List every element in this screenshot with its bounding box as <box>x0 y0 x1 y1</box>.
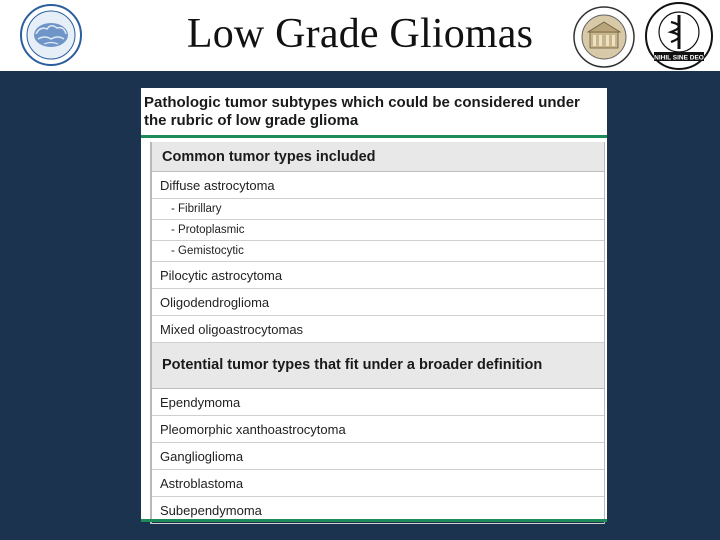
medical-university-seal <box>644 2 714 70</box>
table-panel <box>141 88 607 522</box>
table-caption: Pathologic tumor subtypes which could be considered under the rubric of low grade glioma <box>144 94 580 129</box>
table-row: Diffuse astrocytoma <box>152 172 604 199</box>
section-header-potential: Potential tumor types that fit under a broader definition <box>152 343 604 389</box>
table-row: Ganglioglioma <box>152 443 604 470</box>
slide-title: Low Grade Gliomas <box>186 11 534 57</box>
section-header-common: Common tumor types included <box>152 142 604 172</box>
table-row: Mixed oligoastrocytomas <box>152 316 604 343</box>
table-row: Pleomorphic xanthoastrocytoma <box>152 416 604 443</box>
table-row: Ependymoma <box>152 389 604 416</box>
table-bottom-rule <box>141 519 607 522</box>
table-subrow: - Protoplasmic <box>152 220 604 241</box>
header-divider <box>0 71 720 73</box>
table-subrow: - Fibrillary <box>152 199 604 220</box>
slide-header <box>0 0 720 73</box>
table-row: Pilocytic astrocytoma <box>152 262 604 289</box>
university-building-logo <box>572 6 636 68</box>
table-row: Astroblastoma <box>152 470 604 497</box>
table-row: Oligodendroglioma <box>152 289 604 316</box>
table-subrow: - Gemistocytic <box>152 241 604 262</box>
caption-divider <box>141 135 607 138</box>
tumor-types-table <box>150 142 605 524</box>
table-row: Subependymoma <box>152 497 604 524</box>
svg-text:NIHIL SINE DEO: NIHIL SINE DEO <box>654 54 704 62</box>
